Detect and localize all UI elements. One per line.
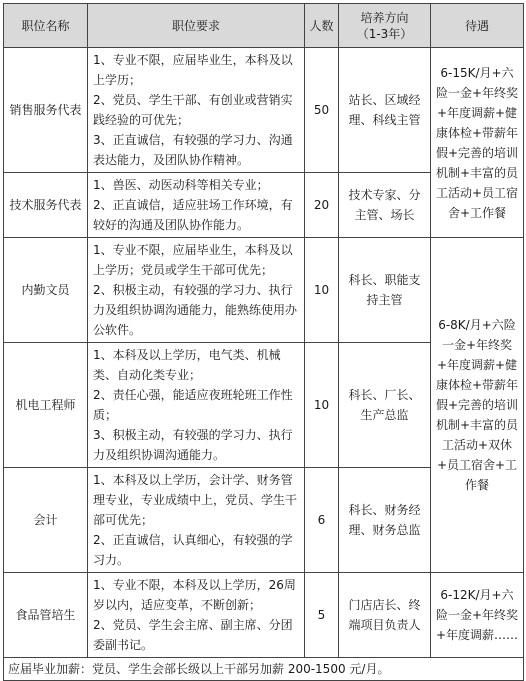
benefits-cell: 6-12K/月+六险一金+年终奖+年度调薪……	[431, 573, 524, 658]
direction-cell: 站长、区域经理、科线主管	[339, 48, 431, 173]
direction-cell: 科长、厂长、生产总监	[339, 343, 431, 468]
requirements-cell	[88, 573, 305, 658]
requirement-line: 1、本科及以上学历，电气类、机械类、自动化类专业；	[93, 348, 281, 382]
table-row	[4, 573, 524, 658]
count-cell: 6	[305, 468, 339, 573]
requirements-cell	[88, 173, 305, 238]
requirements-cell	[88, 343, 305, 468]
requirement-line: 2、责任心强，能适应夜班轮班工作性质；	[93, 388, 293, 422]
position-cell: 销售服务代表	[4, 48, 88, 173]
header-count: 人数	[305, 4, 339, 48]
requirements-cell	[88, 468, 305, 573]
count-cell: 5	[305, 573, 339, 658]
requirement-line: 1、专业不限，应届毕业生，本科及以上学历；	[93, 53, 293, 87]
header-requirements: 职位要求	[88, 4, 305, 48]
requirement-line: 3、正直诚信，有较强的学习力、沟通表达能力，及团队协作精神。	[93, 133, 293, 167]
requirement-line: 2、党员、学生会主席、副主席、分团委副书记。	[93, 618, 293, 652]
requirement-line: 1、专业不限，应届毕业生，本科及以上学历；党员或学生干部可优先；	[93, 243, 293, 277]
header-direction-title: 培养方向	[360, 10, 409, 25]
footer-row	[4, 658, 524, 681]
direction-cell: 门店店长、终端项目负责人	[339, 573, 431, 658]
count-cell: 10	[305, 343, 339, 468]
position-cell: 食品管培生	[4, 573, 88, 658]
direction-cell: 技术专家、分主管、场长	[339, 173, 431, 238]
benefits-cell: 6-8K/月+六险一金+年终奖+年度调薪+健康体检+带薪年假+完善的培训机制+丰富的员工活动+双休+员工宿舍+工作餐	[431, 238, 524, 573]
count-cell: 50	[305, 48, 339, 173]
position-cell: 会计	[4, 468, 88, 573]
requirement-line: 2、正直诚信，认真细心，有较强的学习力。	[93, 533, 293, 567]
footer-note: 应届毕业加薪：党员、学生会部长级以上干部另加薪 200-1500 元/月。	[4, 658, 524, 681]
requirements-cell	[88, 238, 305, 343]
requirement-line: 1、本科及以上学历，会计学、财务管理专业，专业成绩中上，党员、学生干部可优先；	[93, 473, 298, 527]
table-row	[4, 48, 524, 173]
position-cell: 内勤文员	[4, 238, 88, 343]
requirement-line: 3、积极主动，有较强的学习力、执行力及组织协调沟通能力。	[93, 428, 293, 462]
benefits-cell: 6-15K/月+六险一金+年终奖+年度调薪+健康体检+带薪年假+完善的培训机制+丰富的员工活动+员工宿舍+工作餐	[431, 48, 524, 238]
requirement-line: 2、积极主动，有较强的学习力、执行力及组织协调沟通能力，能熟练使用办公软件。	[93, 283, 298, 337]
header-direction	[339, 4, 431, 48]
count-cell: 10	[305, 238, 339, 343]
header-direction-sub: （1-3年）	[356, 26, 413, 41]
requirement-line: 1、兽医、动医动科等相关专业；	[93, 178, 269, 192]
count-cell: 20	[305, 173, 339, 238]
requirements-cell	[88, 48, 305, 173]
header-benefits: 待遇	[431, 4, 524, 48]
table-row	[4, 238, 524, 343]
requirement-line: 1、专业不限，本科及以上学历，26周岁以内，适应变革，不断创新；	[93, 578, 296, 612]
position-cell: 技术服务代表	[4, 173, 88, 238]
recruitment-table	[3, 3, 524, 681]
header-position: 职位名称	[4, 4, 88, 48]
requirement-line: 2、正直诚信，适应驻场工作环境，有较好的沟通及团队协作能力。	[93, 198, 293, 232]
position-cell: 机电工程师	[4, 343, 88, 468]
direction-cell: 科长、职能支持主管	[339, 238, 431, 343]
header-row	[4, 4, 524, 48]
requirement-line: 2、党员、学生干部、有创业或营销实践经验的可优先；	[93, 93, 293, 127]
direction-cell: 科长、财务经理、财务总监	[339, 468, 431, 573]
